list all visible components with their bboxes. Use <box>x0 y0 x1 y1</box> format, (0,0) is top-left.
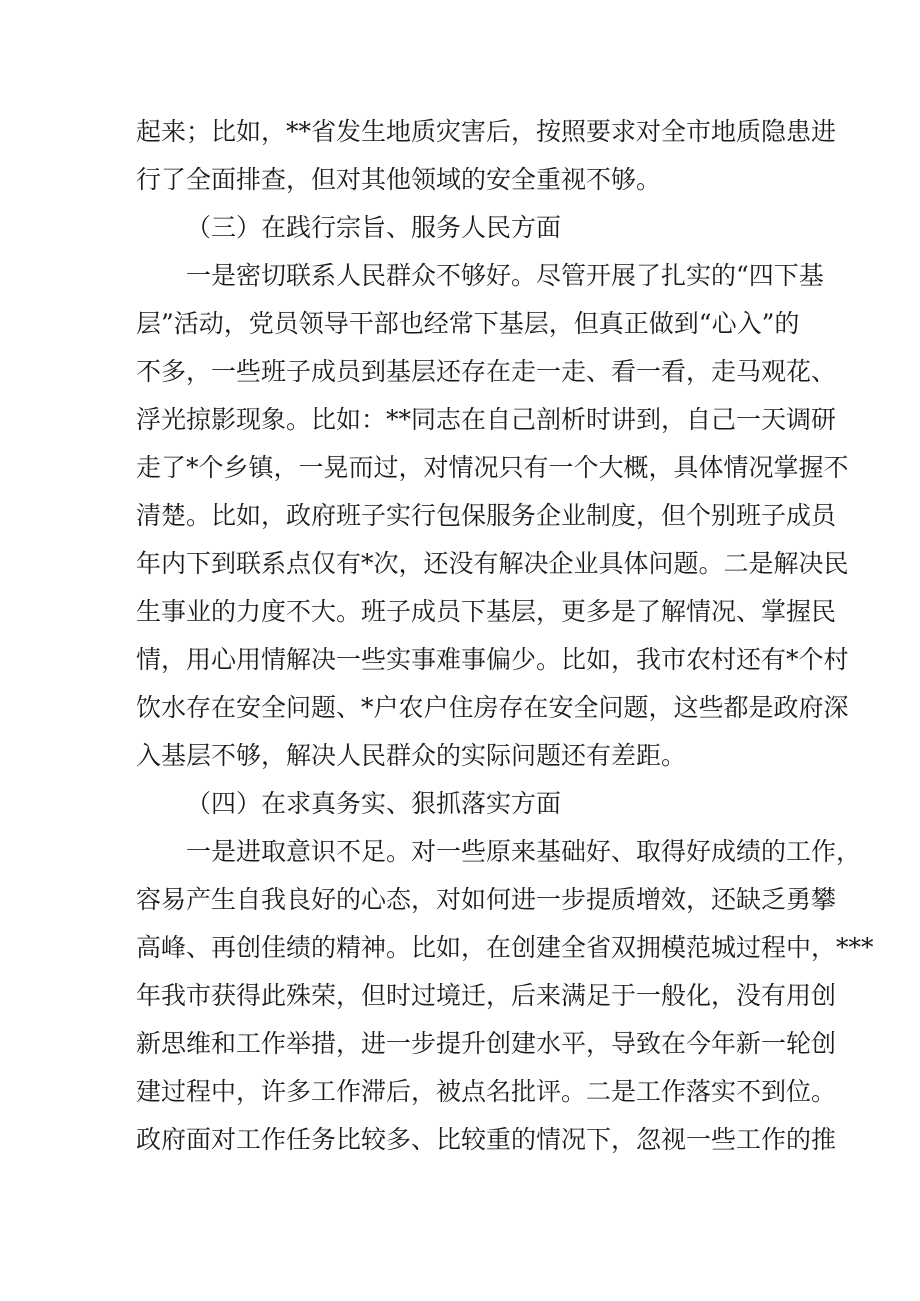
text-line: 年内下到联系点仅有*次，还没有解决企业具体问题。二是解决民 <box>136 549 849 578</box>
text-line: 新思维和工作举措，进一步提升创建水平，导致在今年新一轮创 <box>136 1029 837 1058</box>
text-line: 清楚。比如，政府班子实行包保服务企业制度，但个别班子成员 <box>136 501 837 530</box>
text-line: 饮水存在安全问题、*户农户住房存在安全问题，这些都是政府深 <box>136 693 849 722</box>
text-line: 入基层不够，解决人民群众的实际问题还有差距。 <box>136 741 687 770</box>
text-line: 浮光掠影现象。比如：**同志在自己剖析时讲到，自己一天调研 <box>136 405 837 434</box>
text-line: 情，用心用情解决一些实事难事偏少。比如，我市农村还有*个村 <box>136 645 849 674</box>
text-line: 行了全面排查，但对其他领域的安全重视不够。 <box>136 165 662 194</box>
text-line: 走了*个乡镇，一晃而过，对情况只有一个大概，具体情况掌握不 <box>136 453 849 482</box>
section-heading: （四）在求真务实、狠抓落实方面 <box>186 789 562 818</box>
text-line: 层”活动，党员领导干部也经常下基层，但真正做到“心入”的 <box>136 309 800 338</box>
paragraph-start: 一是密切联系人民群众不够好。尽管开展了扎实的“四下基 <box>186 261 824 290</box>
text-line: 建过程中，许多工作滞后，被点名批评。二是工作落实不到位。 <box>136 1077 837 1106</box>
document-body <box>136 108 874 1164</box>
text-line: 政府面对工作任务比较多、比较重的情况下，忽视一些工作的推 <box>136 1125 837 1154</box>
text-line: 高峰、再创佳绩的精神。比如，在创建全省双拥模范城过程中，*** <box>136 933 874 962</box>
text-line: 不多，一些班子成员到基层还存在走一走、看一看，走马观花、 <box>136 357 837 386</box>
section-heading: （三）在践行宗旨、服务人民方面 <box>186 213 562 242</box>
text-line: 年我市获得此殊荣，但时过境迁，后来满足于一般化，没有用创 <box>136 981 837 1010</box>
text-line: 容易产生自我良好的心态，对如何进一步提质增效，还缺乏勇攀 <box>136 885 837 914</box>
text-line: 起来；比如，**省发生地质灾害后，按照要求对全市地质隐患进 <box>136 117 837 146</box>
text-line: 生事业的力度不大。班子成员下基层，更多是了解情况、掌握民 <box>136 597 837 626</box>
paragraph-start: 一是进取意识不足。对一些原来基础好、取得好成绩的工作， <box>186 837 862 866</box>
